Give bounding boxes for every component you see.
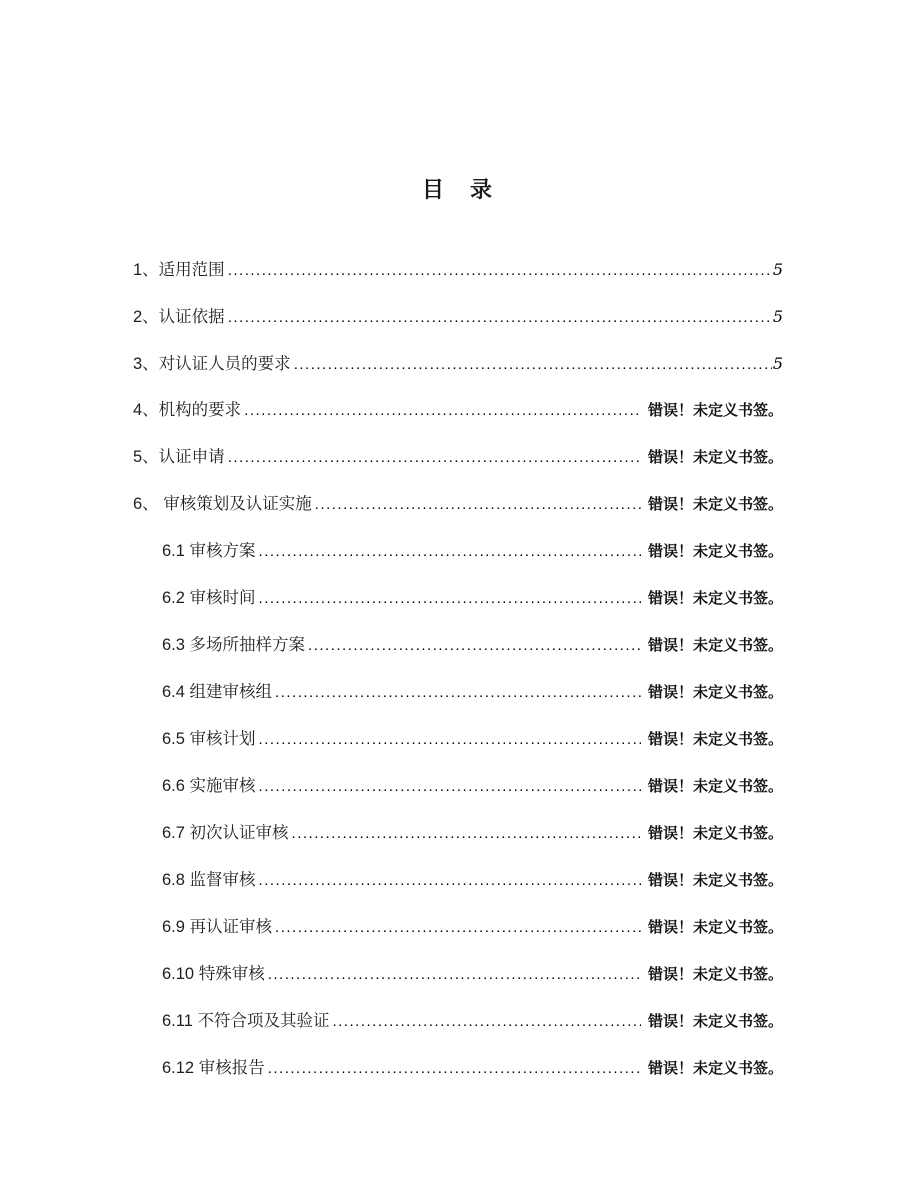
- toc-entry-ref: 错误！未定义书签。: [647, 1013, 783, 1030]
- toc-entry-label: 4、机构的要求: [133, 401, 242, 419]
- toc-dot-leader: [228, 247, 772, 293]
- toc-entry-label: 2、认证依据: [133, 308, 225, 326]
- toc-entry[interactable]: [133, 810, 783, 857]
- toc-entry[interactable]: [133, 857, 783, 904]
- toc-entry-label: 6.5 审核计划: [162, 730, 256, 748]
- toc-entry-ref: 错误！未定义书签。: [647, 637, 783, 654]
- toc-entry-ref: 错误！未定义书签。: [647, 684, 783, 701]
- toc-entry-label: 6.4 组建审核组: [162, 683, 273, 701]
- toc-entry-ref: 错误！未定义书签。: [647, 825, 783, 842]
- toc-dot-leader: [275, 904, 641, 951]
- toc-entry[interactable]: [133, 669, 783, 716]
- toc-entry-ref: 错误！未定义书签。: [647, 872, 783, 889]
- toc-entry-ref: 5: [772, 260, 783, 279]
- toc-dot-leader: [332, 998, 641, 1045]
- toc-dot-leader: [259, 857, 641, 904]
- toc-entry[interactable]: [133, 1045, 783, 1092]
- toc-entry[interactable]: [133, 293, 783, 340]
- toc-entry-ref: 错误！未定义书签。: [647, 731, 783, 748]
- toc-dot-leader: [259, 575, 641, 622]
- toc-dot-leader: [268, 1045, 641, 1092]
- toc-dot-leader: [228, 294, 772, 340]
- toc-entry[interactable]: [133, 246, 783, 293]
- toc-dot-leader: [292, 810, 641, 857]
- toc-dot-leader: [268, 951, 641, 998]
- toc-entry-label: 1、适用范围: [133, 261, 225, 279]
- toc-entry-label: 3、对认证人员的要求: [133, 355, 291, 373]
- toc-entry-ref: 错误！未定义书签。: [647, 496, 783, 513]
- toc-dot-leader: [259, 528, 641, 575]
- toc-entry-label: 6.11 不符合项及其验证: [162, 1012, 330, 1030]
- toc-entry-label: 6.6 实施审核: [162, 777, 256, 795]
- toc-entry-label: 6.9 再认证审核: [162, 918, 273, 936]
- toc-entry-ref: 错误！未定义书签。: [647, 590, 783, 607]
- toc-dot-leader: [275, 669, 641, 716]
- toc-list: [133, 246, 783, 1092]
- toc-entry[interactable]: [133, 340, 783, 387]
- toc-dot-leader: [228, 434, 641, 481]
- toc-dot-leader: [259, 763, 641, 810]
- toc-entry[interactable]: [133, 904, 783, 951]
- toc-entry[interactable]: [133, 481, 783, 528]
- toc-entry-label: 6.2 审核时间: [162, 589, 256, 607]
- toc-entry[interactable]: [133, 387, 783, 434]
- toc-entry-ref: 错误！未定义书签。: [647, 778, 783, 795]
- toc-dot-leader: [259, 716, 641, 763]
- toc-entry-label: 6、 审核策划及认证实施: [133, 495, 312, 513]
- toc-entry-ref: 5: [772, 307, 783, 326]
- toc-entry-ref: 错误！未定义书签。: [647, 402, 783, 419]
- toc-entry[interactable]: [133, 998, 783, 1045]
- toc-entry[interactable]: [133, 622, 783, 669]
- toc-dot-leader: [244, 387, 641, 434]
- toc-dot-leader: [294, 341, 772, 387]
- toc-title: 目 录: [421, 177, 494, 202]
- toc-entry-ref: 5: [772, 354, 783, 373]
- toc-entry-ref: 错误！未定义书签。: [647, 966, 783, 983]
- toc-entry[interactable]: [133, 434, 783, 481]
- toc-entry-ref: 错误！未定义书签。: [647, 1060, 783, 1077]
- toc-dot-leader: [308, 622, 641, 669]
- toc-entry[interactable]: [133, 716, 783, 763]
- toc-entry[interactable]: [133, 763, 783, 810]
- toc-entry-label: 6.3 多场所抽样方案: [162, 636, 306, 654]
- toc-entry-label: 6.10 特殊审核: [162, 965, 265, 983]
- toc-entry[interactable]: [133, 951, 783, 998]
- toc-entry-ref: 错误！未定义书签。: [647, 449, 783, 466]
- toc-entry-ref: 错误！未定义书签。: [647, 919, 783, 936]
- toc-dot-leader: [315, 481, 641, 528]
- toc-entry[interactable]: [133, 528, 783, 575]
- toc-entry-ref: 错误！未定义书签。: [647, 543, 783, 560]
- toc-entry-label: 6.7 初次认证审核: [162, 824, 289, 842]
- toc-entry-label: 6.8 监督审核: [162, 871, 256, 889]
- toc-entry[interactable]: [133, 575, 783, 622]
- toc-entry-label: 6.1 审核方案: [162, 542, 256, 560]
- toc-entry-label: 5、认证申请: [133, 448, 225, 466]
- toc-entry-label: 6.12 审核报告: [162, 1059, 265, 1077]
